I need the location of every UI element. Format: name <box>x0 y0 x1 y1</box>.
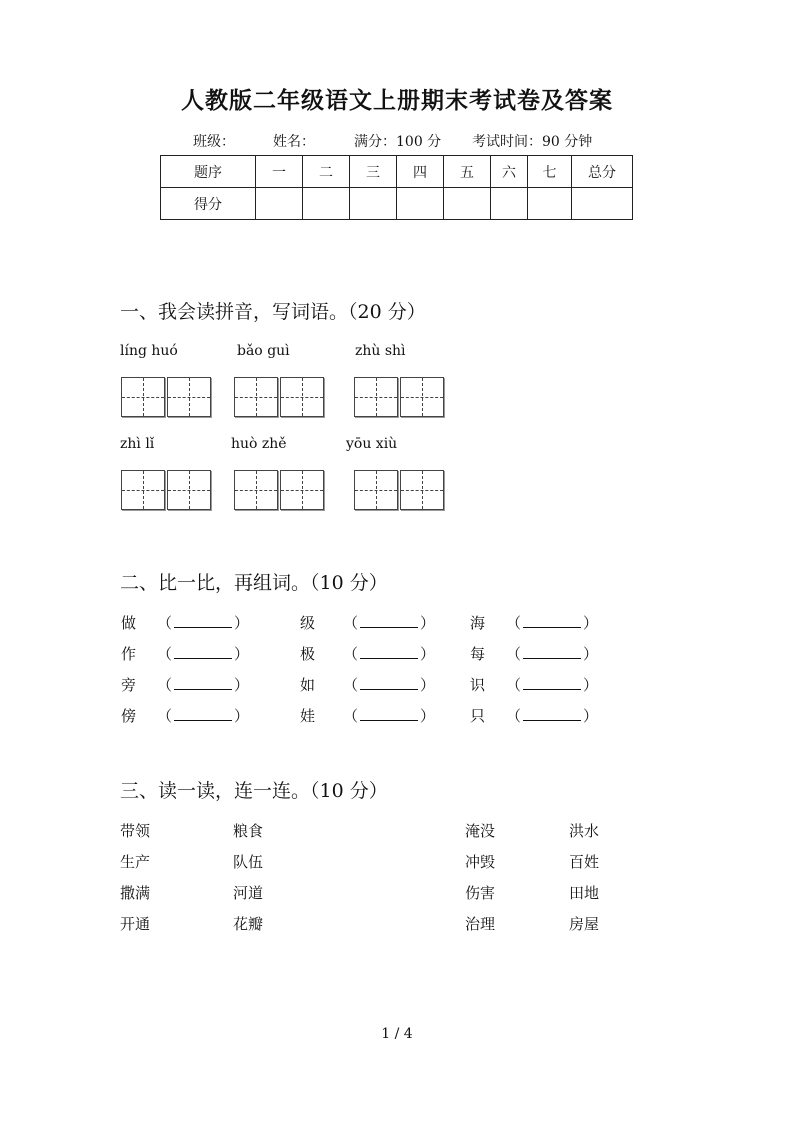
class-label: 班级： <box>193 134 235 150</box>
writing-grid[interactable] <box>121 470 165 510</box>
pinyin-label: zhù shì <box>355 343 406 359</box>
score-header-cell: 题序 <box>161 156 256 188</box>
score-header-cell: 七 <box>528 156 572 188</box>
score-cell[interactable] <box>528 188 572 220</box>
writing-grid[interactable] <box>400 470 444 510</box>
word-blank[interactable]: （ ） <box>343 614 436 632</box>
page-number: 1 / 4 <box>381 1026 413 1042</box>
pinyin-label: zhì lǐ <box>120 436 155 452</box>
compare-char: 傍 <box>121 707 137 725</box>
match-word[interactable]: 开通 <box>120 915 151 933</box>
score-cell[interactable] <box>444 188 491 220</box>
compare-char: 如 <box>300 676 316 694</box>
section2-title: 二、比一比，再组词。（10 分） <box>120 572 388 594</box>
score-cell[interactable] <box>491 188 528 220</box>
compare-char: 娃 <box>300 707 316 725</box>
score-row-label: 得分 <box>161 188 256 220</box>
writing-grid[interactable] <box>234 470 278 510</box>
pinyin-label: yōu xiù <box>346 436 398 452</box>
writing-grid[interactable] <box>354 470 398 510</box>
word-blank[interactable]: （ ） <box>157 645 250 663</box>
match-word[interactable]: 冲毁 <box>465 853 496 871</box>
score-header-cell: 四 <box>397 156 444 188</box>
pinyin-label: líng huó <box>120 343 178 359</box>
writing-grid[interactable] <box>400 377 444 417</box>
score-cell[interactable] <box>350 188 397 220</box>
score-header-cell: 三 <box>350 156 397 188</box>
compare-char: 级 <box>300 614 316 632</box>
score-table <box>160 155 633 220</box>
match-word[interactable]: 撒满 <box>120 884 151 902</box>
writing-grid[interactable] <box>354 377 398 417</box>
match-word[interactable]: 房屋 <box>569 915 600 933</box>
score-header-cell: 五 <box>444 156 491 188</box>
score-header-cell: 一 <box>256 156 303 188</box>
word-blank[interactable]: （ ） <box>506 676 599 694</box>
score-table-header-row <box>161 156 633 188</box>
word-blank[interactable]: （ ） <box>157 707 250 725</box>
match-word[interactable]: 治理 <box>465 915 496 933</box>
match-word[interactable]: 带领 <box>120 822 151 840</box>
word-blank[interactable]: （ ） <box>506 707 599 725</box>
compare-char: 每 <box>470 645 486 663</box>
match-word[interactable]: 百姓 <box>569 853 600 871</box>
compare-char: 极 <box>300 645 316 663</box>
word-blank[interactable]: （ ） <box>343 645 436 663</box>
page-title: 人教版二年级语文上册期末考试卷及答案 <box>181 87 613 114</box>
score-table-score-row <box>161 188 633 220</box>
match-word[interactable]: 粮食 <box>233 822 264 840</box>
writing-grid[interactable] <box>167 377 211 417</box>
section3-title: 三、读一读，连一连。（10 分） <box>120 780 388 802</box>
name-label: 姓名： <box>273 134 315 150</box>
pinyin-label: bǎo guì <box>237 343 290 359</box>
writing-grid[interactable] <box>234 377 278 417</box>
score-cell[interactable] <box>303 188 350 220</box>
score-cell[interactable] <box>397 188 444 220</box>
compare-char: 只 <box>470 707 486 725</box>
section1-title: 一、我会读拼音，写词语。（20 分） <box>120 301 426 323</box>
writing-grid[interactable] <box>280 470 324 510</box>
match-word[interactable]: 队伍 <box>233 853 264 871</box>
match-word[interactable]: 田地 <box>569 884 600 902</box>
word-blank[interactable]: （ ） <box>506 614 599 632</box>
word-blank[interactable]: （ ） <box>157 614 250 632</box>
compare-char: 作 <box>121 645 137 663</box>
compare-char: 旁 <box>121 676 137 694</box>
score-header-cell: 二 <box>303 156 350 188</box>
word-blank[interactable]: （ ） <box>157 676 250 694</box>
compare-char: 做 <box>121 614 137 632</box>
word-blank[interactable]: （ ） <box>343 676 436 694</box>
compare-char: 识 <box>470 676 486 694</box>
match-word[interactable]: 洪水 <box>569 822 600 840</box>
match-word[interactable]: 河道 <box>233 884 264 902</box>
writing-grid[interactable] <box>280 377 324 417</box>
pinyin-label: huò zhě <box>231 436 287 452</box>
score-header-cell: 六 <box>491 156 528 188</box>
writing-grid[interactable] <box>167 470 211 510</box>
exam-time-label: 考试时间：90 分钟 <box>472 134 593 150</box>
score-header-cell: 总分 <box>572 156 633 188</box>
match-word[interactable]: 花瓣 <box>233 915 264 933</box>
match-word[interactable]: 淹没 <box>465 822 496 840</box>
word-blank[interactable]: （ ） <box>343 707 436 725</box>
score-cell[interactable] <box>256 188 303 220</box>
word-blank[interactable]: （ ） <box>506 645 599 663</box>
full-score-label: 满分：100 分 <box>354 134 442 150</box>
compare-char: 海 <box>470 614 486 632</box>
writing-grid[interactable] <box>121 377 165 417</box>
match-word[interactable]: 伤害 <box>465 884 496 902</box>
match-word[interactable]: 生产 <box>120 853 151 871</box>
score-cell[interactable] <box>572 188 633 220</box>
